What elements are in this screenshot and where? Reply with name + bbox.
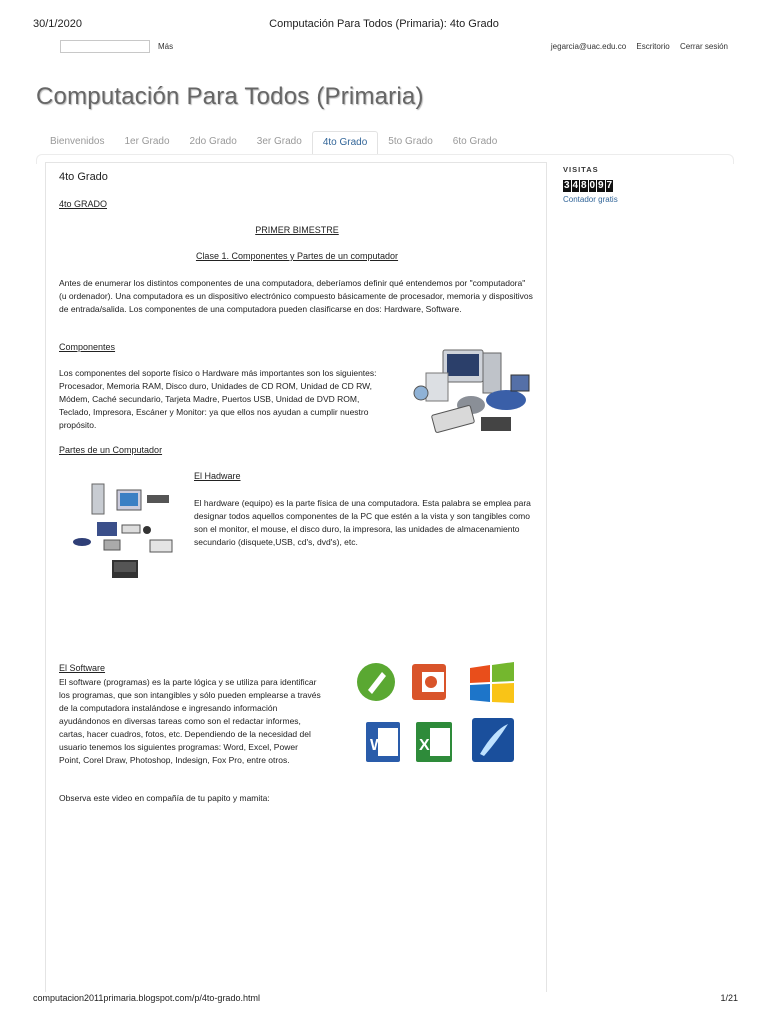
- grade-heading: 4to GRADO: [59, 199, 108, 209]
- computer-parts-diagram: [62, 480, 180, 585]
- components-heading: Componentes: [59, 342, 116, 352]
- tab-3er-grado[interactable]: 3er Grado: [256, 136, 302, 147]
- print-header: [0, 0, 768, 34]
- hardware-components-image: [411, 345, 533, 445]
- tab-4to-grado[interactable]: 4to Grado: [312, 131, 378, 155]
- intro-paragraph: Antes de enumerar los distintos componentes de una computadora, deberíamos definir qué entendemos por "computadora" (u ordenador). Una computadora es un dispositivo electrónico compuesto básicamente de procesador, memoria y dispositivos de entrada/salida. Los componentes de una computadora pueden clasificarse en dos: Hardware, Software.: [59, 278, 533, 314]
- counter-digit: 7: [606, 180, 613, 191]
- tab-1er-grado[interactable]: 1er Grado: [124, 136, 170, 147]
- svg-text:X: X: [419, 737, 430, 754]
- desk-link[interactable]: Escritorio: [636, 42, 670, 51]
- software-paragraph: El software (programas) es la parte lógica y se utiliza para identificar los programas, que son intangibles y sólo pueden emplearse a través de la computadora instalándose e ingresando información ayudándonos en diversas tareas como son el redactar informes, cartas, hacer cuadros, fotos, etc. Dependiendo de la necesidad del usuario tenemos los siguientes programas: Word, Excel, Power Point, Corel Draw, Photoshop, Indesign, Fox Pro, entre otros.: [59, 677, 321, 765]
- svg-text:W: W: [370, 737, 386, 754]
- counter-link[interactable]: Contador gratis: [563, 195, 618, 204]
- visit-counter: [563, 180, 713, 192]
- more-link[interactable]: Más: [158, 42, 174, 51]
- blogger-navbar: [0, 38, 768, 56]
- blog-title[interactable]: Computación Para Todos (Primaria): [36, 83, 424, 110]
- lesson-heading: Clase 1. Componentes y Partes de un computador: [195, 251, 399, 261]
- software-heading: El Software: [59, 663, 106, 673]
- counter-digit: 0: [589, 180, 596, 191]
- navbar-user-links: [543, 42, 728, 51]
- video-caption: Observa este video en compañía de tu papito y mamita:: [59, 793, 270, 803]
- hardware-heading: El Hadware: [194, 471, 241, 481]
- print-date: 30/1/2020: [33, 18, 82, 30]
- print-page-number: 1/21: [720, 993, 738, 1003]
- tab-5to-grado[interactable]: 5to Grado: [388, 136, 433, 147]
- hardware-paragraph: El hardware (equipo) es la parte física de una computadora. Esta palabra se emplea para designar todos aquellos componentes de la PC que estén a la vista y son tangibles como son el monitor, el mouse, el disco duro, la impresora, las unidades de almacenamiento secundario (disquete,USB, cd's, dvd's), etc.: [194, 498, 531, 547]
- tab-2do-grado[interactable]: 2do Grado: [189, 136, 237, 147]
- visits-label: VISITAS: [563, 165, 599, 174]
- blog-search-input[interactable]: [60, 40, 150, 53]
- print-url: computacion2011primaria.blogspot.com/p/4to-grado.html: [33, 993, 260, 1003]
- print-title: Computación Para Todos (Primaria): 4to Grado: [269, 18, 499, 30]
- sidebar: [563, 165, 713, 204]
- components-paragraph: Los componentes del soporte físico o Hardware más importantes son los siguientes: Procesador, Memoria RAM, Disco duro, Unidades de CD ROM, Unidad de CD RW, Módem, Caché secundario, Tarjeta Madre, Puertos USB, Unidad de DVD ROM, Teclado, Impresora, Escáner y Monitor: ya que ellos nos ayudan a cumplir nuestro propósito.: [59, 368, 377, 430]
- post-title: 4to Grado: [59, 171, 108, 183]
- page-tabs: [40, 131, 507, 155]
- counter-digit: 4: [572, 180, 579, 191]
- software-icons-image: [356, 660, 518, 766]
- parts-heading: Partes de un Computador: [59, 445, 163, 455]
- counter-digit: 9: [597, 180, 604, 191]
- counter-digit: 3: [563, 180, 570, 191]
- tab-6to-grado[interactable]: 6to Grado: [452, 136, 498, 147]
- tab-bienvenidos[interactable]: Bienvenidos: [50, 136, 105, 147]
- logout-link[interactable]: Cerrar sesión: [679, 42, 728, 51]
- counter-digit: 8: [580, 180, 587, 191]
- user-email[interactable]: jegarcia@uac.edu.co: [550, 42, 627, 51]
- bimester-heading: PRIMER BIMESTRE: [255, 225, 339, 235]
